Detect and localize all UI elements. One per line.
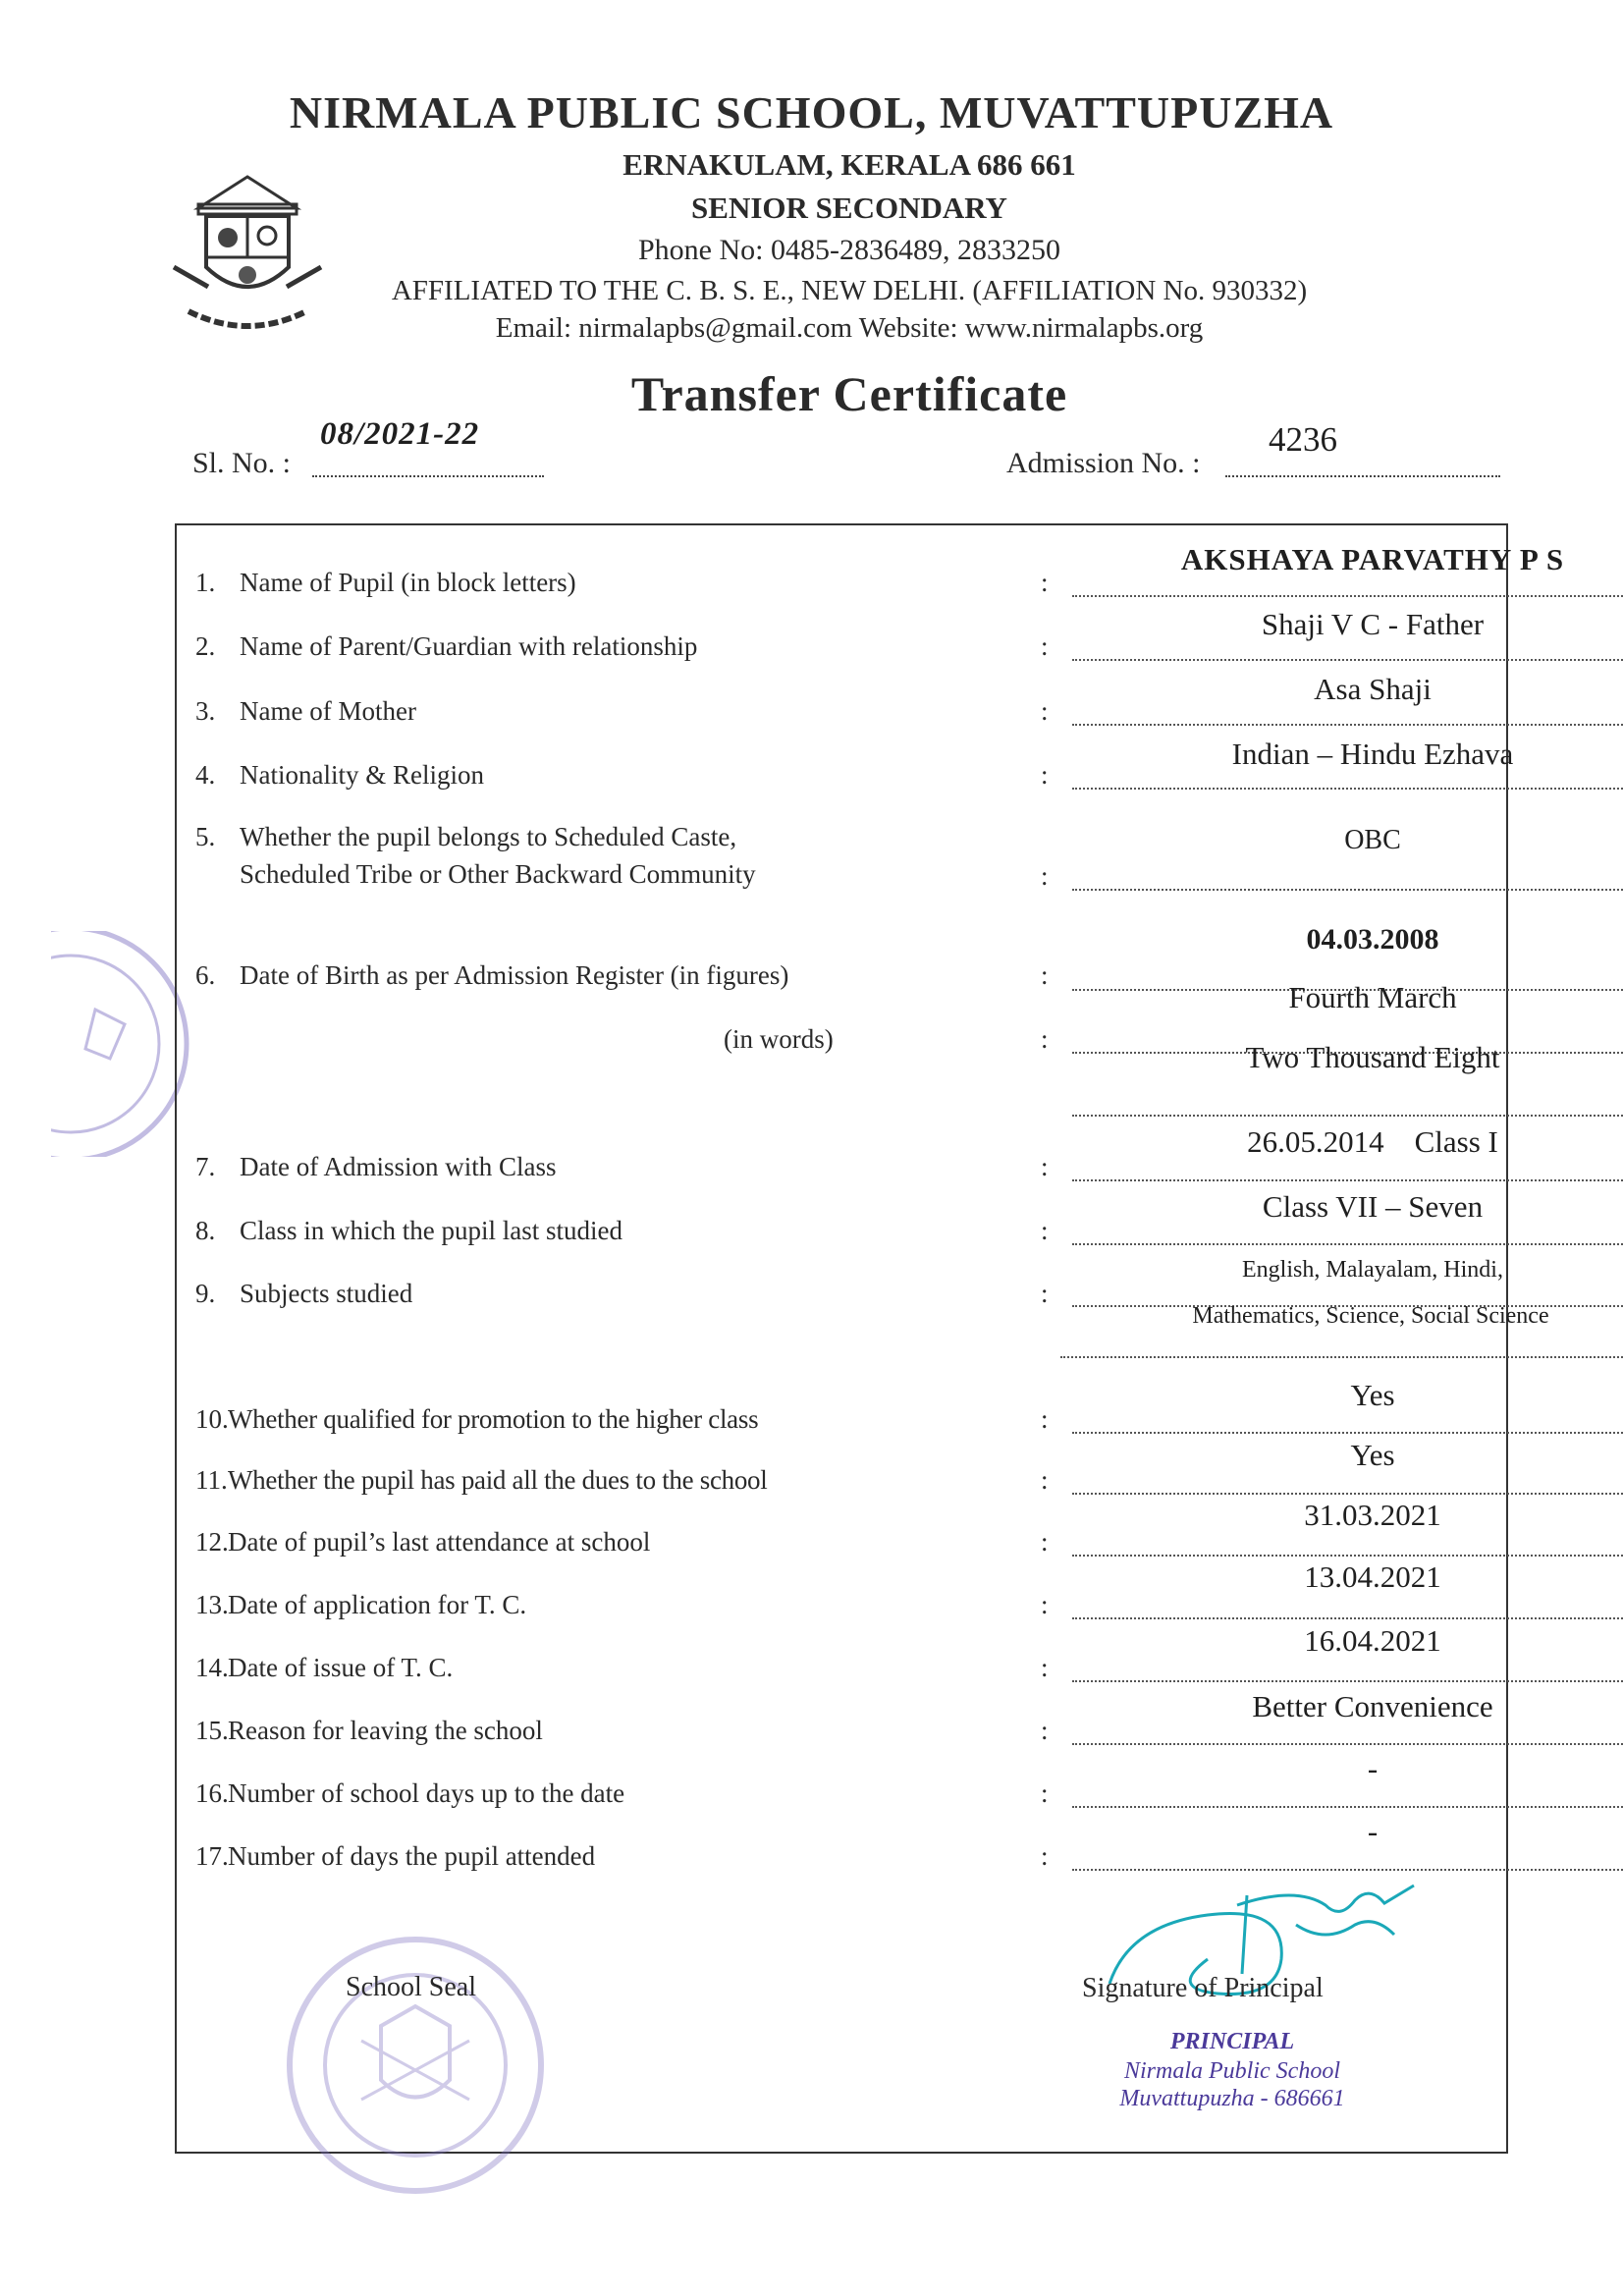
principal-stamp-school: Nirmala Public School (1124, 2058, 1340, 2084)
field-line (1072, 1551, 1623, 1557)
dob-words-value-line2: Two Thousand Eight (1245, 1040, 1500, 1074)
field-colon: : (1041, 1404, 1049, 1434)
field-colon: : (1041, 631, 1049, 661)
last-class-label: Class in which the pupil last studied (240, 1216, 622, 1245)
tc-application-value: 13.04.2021 (1304, 1559, 1441, 1594)
tc-application-label: Date of application for T. C. (228, 1590, 527, 1619)
school-phone: Phone No: 0485-2836489, 2833250 (638, 234, 1060, 266)
tc-issue-value: 16.04.2021 (1304, 1623, 1441, 1658)
leaving-reason-value: Better Convenience (1252, 1689, 1493, 1723)
subjects-label: Subjects studied (240, 1279, 413, 1308)
field-number: 1. (195, 568, 216, 597)
leaving-reason-label: Reason for leaving the school (228, 1716, 543, 1745)
field-number: 3. (195, 696, 216, 726)
admission-number-line (1225, 454, 1500, 477)
admission-number-value: 4236 (1269, 420, 1337, 459)
field-number: 7. (195, 1152, 216, 1181)
mother-name-value: Asa Shaji (1314, 672, 1432, 706)
serial-number-label: Sl. No. : (192, 447, 292, 479)
guardian-value: Shaji V C - Father (1261, 607, 1485, 641)
field-number: 16. (195, 1778, 229, 1808)
field-number: 12. (195, 1527, 229, 1557)
field-colon: : (1041, 760, 1049, 790)
field-line (1072, 1739, 1623, 1745)
principal-signature-label: Signature of Principal (1082, 1973, 1324, 2003)
field-colon: : (1041, 1465, 1049, 1495)
community-value: OBC (1344, 825, 1401, 855)
community-label-line2: Scheduled Tribe or Other Backward Community (240, 859, 756, 889)
document-title: Transfer Certificate (630, 366, 1068, 421)
field-colon: : (1041, 1841, 1049, 1871)
principal-stamp-title: PRINCIPAL (1169, 2029, 1295, 2054)
field-colon: : (1041, 696, 1049, 726)
field-number: 17. (195, 1841, 229, 1871)
field-number: 2. (195, 631, 216, 661)
field-line (1072, 720, 1623, 726)
school-days-label: Number of school days up to the date (228, 1778, 625, 1808)
admission-number-label: Admission No. : (1006, 447, 1201, 479)
field-colon: : (1041, 1653, 1049, 1682)
field-colon: : (1041, 1527, 1049, 1557)
field-line (1072, 1802, 1623, 1808)
dues-label: Whether the pupil has paid all the dues to the school (228, 1465, 768, 1495)
community-label: Whether the pupil belongs to Scheduled Caste, (240, 822, 737, 851)
field-line (1072, 1676, 1623, 1682)
pupil-name-value: AKSHAYA PARVATHY P S (1180, 542, 1565, 576)
field-number: 11. (195, 1465, 228, 1495)
pupil-name-label: Name of Pupil (in block letters) (240, 568, 576, 597)
serial-number-value: 08/2021-22 (320, 416, 480, 452)
principal-stamp-place: Muvattupuzha - 686661 (1119, 2086, 1345, 2111)
field-colon: : (1041, 1778, 1049, 1808)
admission-date-label: Date of Admission with Class (240, 1152, 557, 1181)
promotion-value: Yes (1350, 1378, 1395, 1412)
field-line (1072, 591, 1623, 597)
promotion-label: Whether qualified for promotion to the higher class (228, 1404, 759, 1434)
serial-number-line (312, 454, 544, 477)
tc-issue-label: Date of issue of T. C. (228, 1653, 454, 1682)
field-line (1072, 885, 1623, 891)
field-colon: : (1041, 960, 1049, 990)
subjects-value-line1: English, Malayalam, Hindi, (1242, 1257, 1503, 1283)
field-number: 4. (195, 760, 216, 790)
dob-figures-label: Date of Birth as per Admission Register (in figures) (240, 960, 789, 990)
days-attended-value: - (1367, 1814, 1379, 1848)
field-line (1060, 1352, 1623, 1358)
admission-date-value: 26.05.2014 Class I (1247, 1124, 1498, 1159)
mother-name-label: Name of Mother (240, 696, 416, 726)
school-contact: Email: nirmalapbs@gmail.com Website: www.nirmalapbs.org (495, 312, 1204, 344)
dob-words-value-line1: Fourth March (1288, 980, 1457, 1014)
dob-words-label: (in words) (724, 1024, 834, 1054)
field-number: 5. (195, 822, 216, 851)
school-affiliation: AFFILIATED TO THE C. B. S. E., NEW DELHI. (AFFILIATION No. 930332) (391, 275, 1308, 306)
field-line (1072, 784, 1623, 790)
field-line (1072, 1111, 1623, 1117)
school-level: SENIOR SECONDARY (691, 191, 1007, 225)
field-number: 10. (195, 1404, 229, 1434)
subjects-value-line2: Mathematics, Science, Social Science (1192, 1303, 1549, 1329)
field-line (1072, 1175, 1623, 1181)
field-colon: : (1041, 568, 1049, 597)
field-number: 6. (195, 960, 216, 990)
last-attendance-value: 31.03.2021 (1304, 1498, 1441, 1532)
school-days-value: - (1367, 1751, 1379, 1785)
field-number: 14. (195, 1653, 229, 1682)
field-number: 13. (195, 1590, 229, 1619)
field-number: 9. (195, 1279, 216, 1308)
field-colon: : (1041, 1590, 1049, 1619)
field-line (1072, 1489, 1623, 1495)
dob-figures-value: 04.03.2008 (1306, 923, 1439, 956)
field-colon: : (1041, 1152, 1049, 1181)
field-colon: : (1041, 1716, 1049, 1745)
school-address: ERNAKULAM, KERALA 686 661 (622, 147, 1076, 182)
field-colon: : (1041, 1216, 1049, 1245)
field-colon: : (1041, 861, 1049, 891)
field-colon: : (1041, 1279, 1049, 1308)
nationality-religion-value: Indian – Hindu Ezhava (1231, 737, 1514, 771)
field-line (1072, 1613, 1623, 1619)
field-line (1072, 655, 1623, 661)
field-number: 8. (195, 1216, 216, 1245)
nationality-religion-label: Nationality & Religion (240, 760, 484, 790)
field-number: 15. (195, 1716, 229, 1745)
school-seal-label: School Seal (346, 1972, 476, 2002)
field-colon: : (1041, 1024, 1049, 1054)
last-class-value: Class VII – Seven (1262, 1189, 1484, 1224)
field-line (1072, 1239, 1623, 1245)
dues-value: Yes (1350, 1438, 1395, 1472)
guardian-label: Name of Parent/Guardian with relationship (240, 631, 698, 661)
school-name: NIRMALA PUBLIC SCHOOL, MUVATTUPUZHA (289, 87, 1334, 137)
last-attendance-label: Date of pupil’s last attendance at school (228, 1527, 651, 1557)
field-line (1072, 1428, 1623, 1434)
days-attended-label: Number of days the pupil attended (228, 1841, 596, 1871)
